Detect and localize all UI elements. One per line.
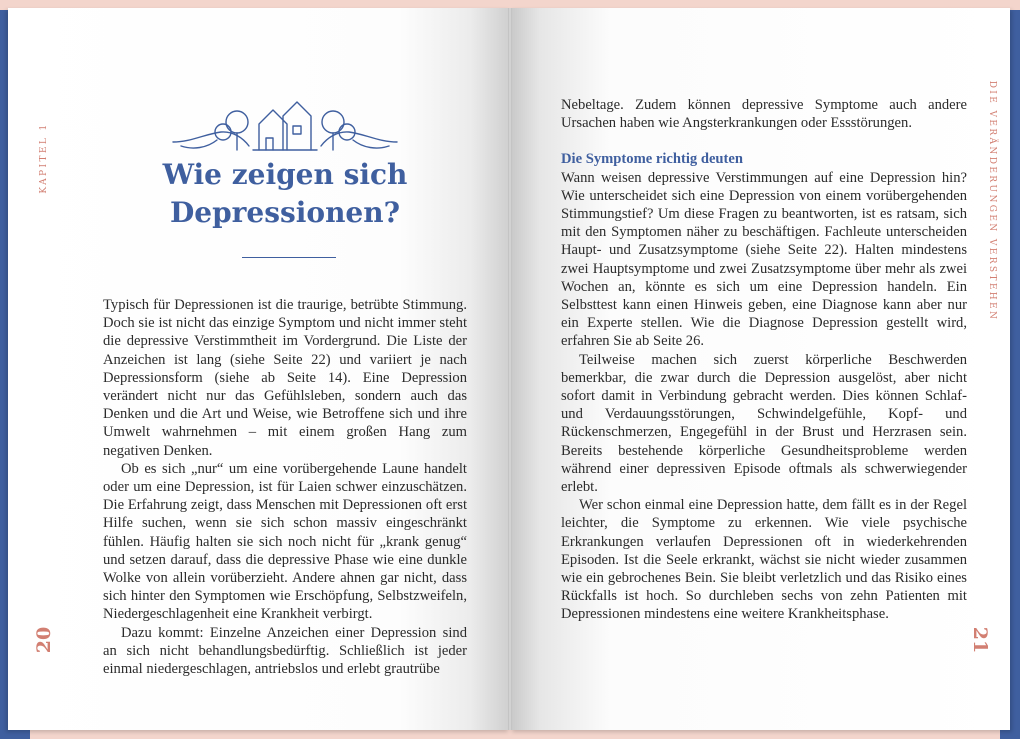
- body-paragraph: Typisch für Depressionen ist die traurige, betrübte Stimmung. Doch sie ist nicht das einzige Symptom und nicht immer steht die depressive Verstimmtheit im Vordergrund. Die Liste der Anzeichen ist lang (siehe Seite 22) und variiert je nach Depressionsform (siehe ab Seite 14). Eine Depression verändert nicht nur das Gefühlsleben, sondern auch das Denken und die Art und Weise, wie Betroffene sich und ihre Umwelt wahrnehmen – mit einem großen Hang zum negativen Denken.: [103, 297, 467, 459]
- running-head-left: KAPITEL 1: [39, 122, 49, 194]
- right-page: [510, 8, 1010, 730]
- body-paragraph: Teilweise machen sich zuerst körperliche Beschwerden bemerkbar, die zwar durch die Depression ausgelöst, aber nicht sofort damit in Verbindung gebracht werden. Dies können Schlaf- und Verdauungsstörungen, Schwindelgefühle, Kopf- und Rückenschmerzen, Engegefühl in der Brust und Herzrasen sein. Bereits bestehende körperliche Gesundheitsprobleme werden während einer depressiven Episode oftmals als schwerwiegender erlebt.: [561, 351, 967, 496]
- right-body-text: [561, 96, 967, 624]
- chapter-title-line-2: Depressionen?: [169, 196, 400, 229]
- left-page: [8, 8, 510, 730]
- page-number-right: 21: [969, 626, 991, 654]
- section-subheading: Die Symptome richtig deuten: [561, 151, 743, 168]
- book-gutter: [508, 8, 512, 730]
- page-number-left: 20: [33, 626, 55, 654]
- chapter-title-line-1: Wie zeigen sich: [162, 158, 408, 191]
- body-paragraph: Ob es sich „nur“ um eine vorübergehende Laune handelt oder um eine Depression, ist für Laien schwer einzuschätzen. Die Erfahrung zeigt, dass Menschen mit Depressionen oft erst Hilfe suchen, wenn sie sich schon massiv eingeschränkt fühlen. Häufig halten sie sich noch nicht für „krank genug“ und setzen darauf, dass die depressive Phase wie eine dunkle Wolke von allein vorüberzieht. Andere ahnen gar nicht, dass sich hinter den Symptomen wie Erschöpfung, Selbstzweifeln, Niedergeschlagenheit eine Krankheit verbirgt.: [103, 460, 467, 623]
- body-paragraph: Wer schon einmal eine Depression hatte, dem fällt es in der Regel leichter, die Symptome zu erkennen. Wie viele psychische Erkrankungen verlaufen Depressionen oft in wiederkehrenden Episoden. Ist die Seele erkrankt, wächst sie nicht wieder zusammen wie ein gebrochenes Bein. Sie bleibt verletzlich und das Risiko eines Rückfalls ist hoch. So durchleben sechs von zehn Patienten mit Depressionen mindestens eine weitere Krankheitsphase.: [561, 497, 967, 623]
- running-head-right: DIE VERÄNDERUNGEN VERSTEHEN: [987, 80, 997, 322]
- body-paragraph: Nebeltage. Zudem können depressive Symptome auch andere Ursachen haben wie Angsterkrankungen oder Essstörungen.: [561, 97, 967, 132]
- left-body-text: [103, 296, 467, 678]
- chapter-title: [103, 156, 467, 232]
- title-rule: [242, 257, 336, 258]
- body-paragraph: Dazu kommt: Einzelne Anzeichen einer Depression sind an sich nicht behandlungsbedürftig. Schließlich ist jeder einmal niedergeschlagen, antriebslos und erlebt grautrübe: [103, 624, 467, 678]
- body-paragraph: Wann weisen depressive Verstimmungen auf eine Depression hin? Wie unterscheidet sich eine Depression von einem vorübergehenden Stimmungstief? Um diese Fragen zu beantworten, ist es ratsam, sich mit den Symptomen näher zu beschäftigen. Fachleute unterscheiden Haupt- und Zusatzsymptome (siehe Seite 22). Halten mindestens zwei Hauptsymptome und zwei Zusatzsymptome über mehr als zwei Wochen an, könnte es sich um eine Depression handeln. Ein Selbsttest kann einen Hinweis geben, eine Diagnose kann aber nur ein Experte stellen. Wie die Diagnose Depression gestellt wird, erfahren Sie ab Seite 26.: [561, 169, 967, 350]
- houses-ornament-icon: [171, 96, 399, 156]
